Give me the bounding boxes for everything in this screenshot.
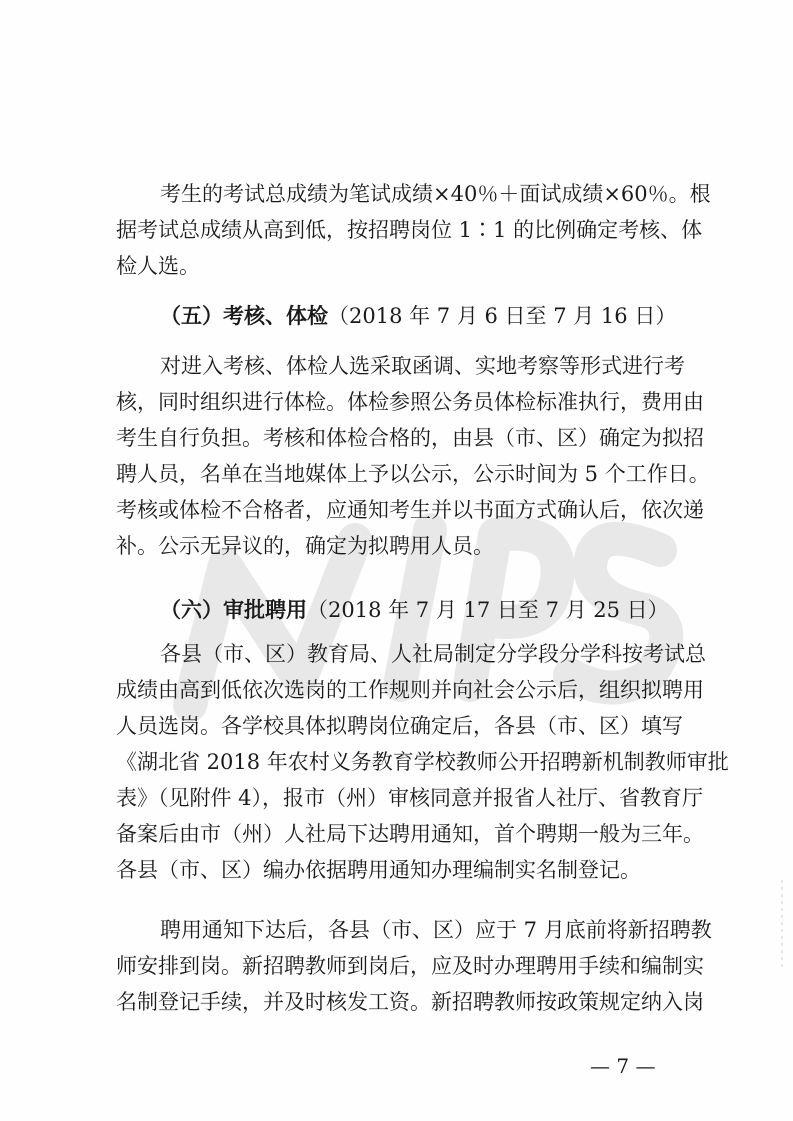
text-line: 对进入考核、体检人选采取函调、实地考察等形式进行考 xyxy=(160,354,685,378)
text-line: 成绩由高到低依次选岗的工作规则并向社会公示后，组织拟聘用 xyxy=(116,678,704,702)
text-line: 各县（市、区）教育局、人社局制定分学段分学科按考试总 xyxy=(160,642,706,666)
text-line: 表》（见附件 4），报市（州）审核同意并报省人社厅、省教育厅 xyxy=(116,786,704,810)
text-line: 考核或体检不合格者，应通知考生并以书面方式确认后，依次递 xyxy=(116,498,704,522)
section-heading-dates: （2018 年 7 月 6 日至 7 月 16 日） xyxy=(328,304,677,328)
text-line: 聘用通知下达后，各县（市、区）应于 7 月底前将新招聘教 xyxy=(160,918,712,942)
text-line: 据考试总成绩从高到低，按招聘岗位 1∶1 的比例确定考核、体 xyxy=(116,218,703,242)
text-line: 人员选岗。各学校具体拟聘岗位确定后，各县（市、区）填写 xyxy=(116,714,683,738)
section-heading-label: （六）审批聘用 xyxy=(160,598,307,622)
page-number: — 7 — xyxy=(590,1054,656,1078)
section-heading-label: （五）考核、体检 xyxy=(160,304,328,328)
section-heading-5 xyxy=(160,298,676,334)
text-line: 师安排到岗。新招聘教师到岗后，应及时办理聘用手续和编制实 xyxy=(116,954,704,978)
text-line: 核，同时组织进行体检。体检参照公务员体检标准执行，费用由 xyxy=(116,390,704,414)
text-line: 名制登记手续，并及时核发工资。新招聘教师按政策规定纳入岗 xyxy=(116,990,704,1014)
text-line: 聘人员，名单在当地媒体上予以公示，公示时间为 5 个工作日。 xyxy=(116,462,710,486)
text-line: 考生的考试总成绩为笔试成绩×40％＋面试成绩×60％。根 xyxy=(160,182,711,206)
section-heading-6 xyxy=(160,592,669,628)
text-line: 考生自行负担。考核和体检合格的，由县（市、区）确定为拟招 xyxy=(116,426,704,450)
section-heading-dates: （2018 年 7 月 17 日至 7 月 25 日） xyxy=(307,598,669,622)
text-line: 《湖北省 2018 年农村义务教育学校教师公开招聘新机制教师审批 xyxy=(116,750,729,774)
scan-edge-mark xyxy=(781,880,783,970)
text-line: 检人选。 xyxy=(116,254,200,278)
text-line: 各县（市、区）编办依据聘用通知办理编制实名制登记。 xyxy=(116,858,641,882)
text-line: 备案后由市（州）人社局下达聘用通知，首个聘期一般为三年。 xyxy=(116,822,704,846)
text-line: 补。公示无异议的，确定为拟聘用人员。 xyxy=(116,534,494,558)
